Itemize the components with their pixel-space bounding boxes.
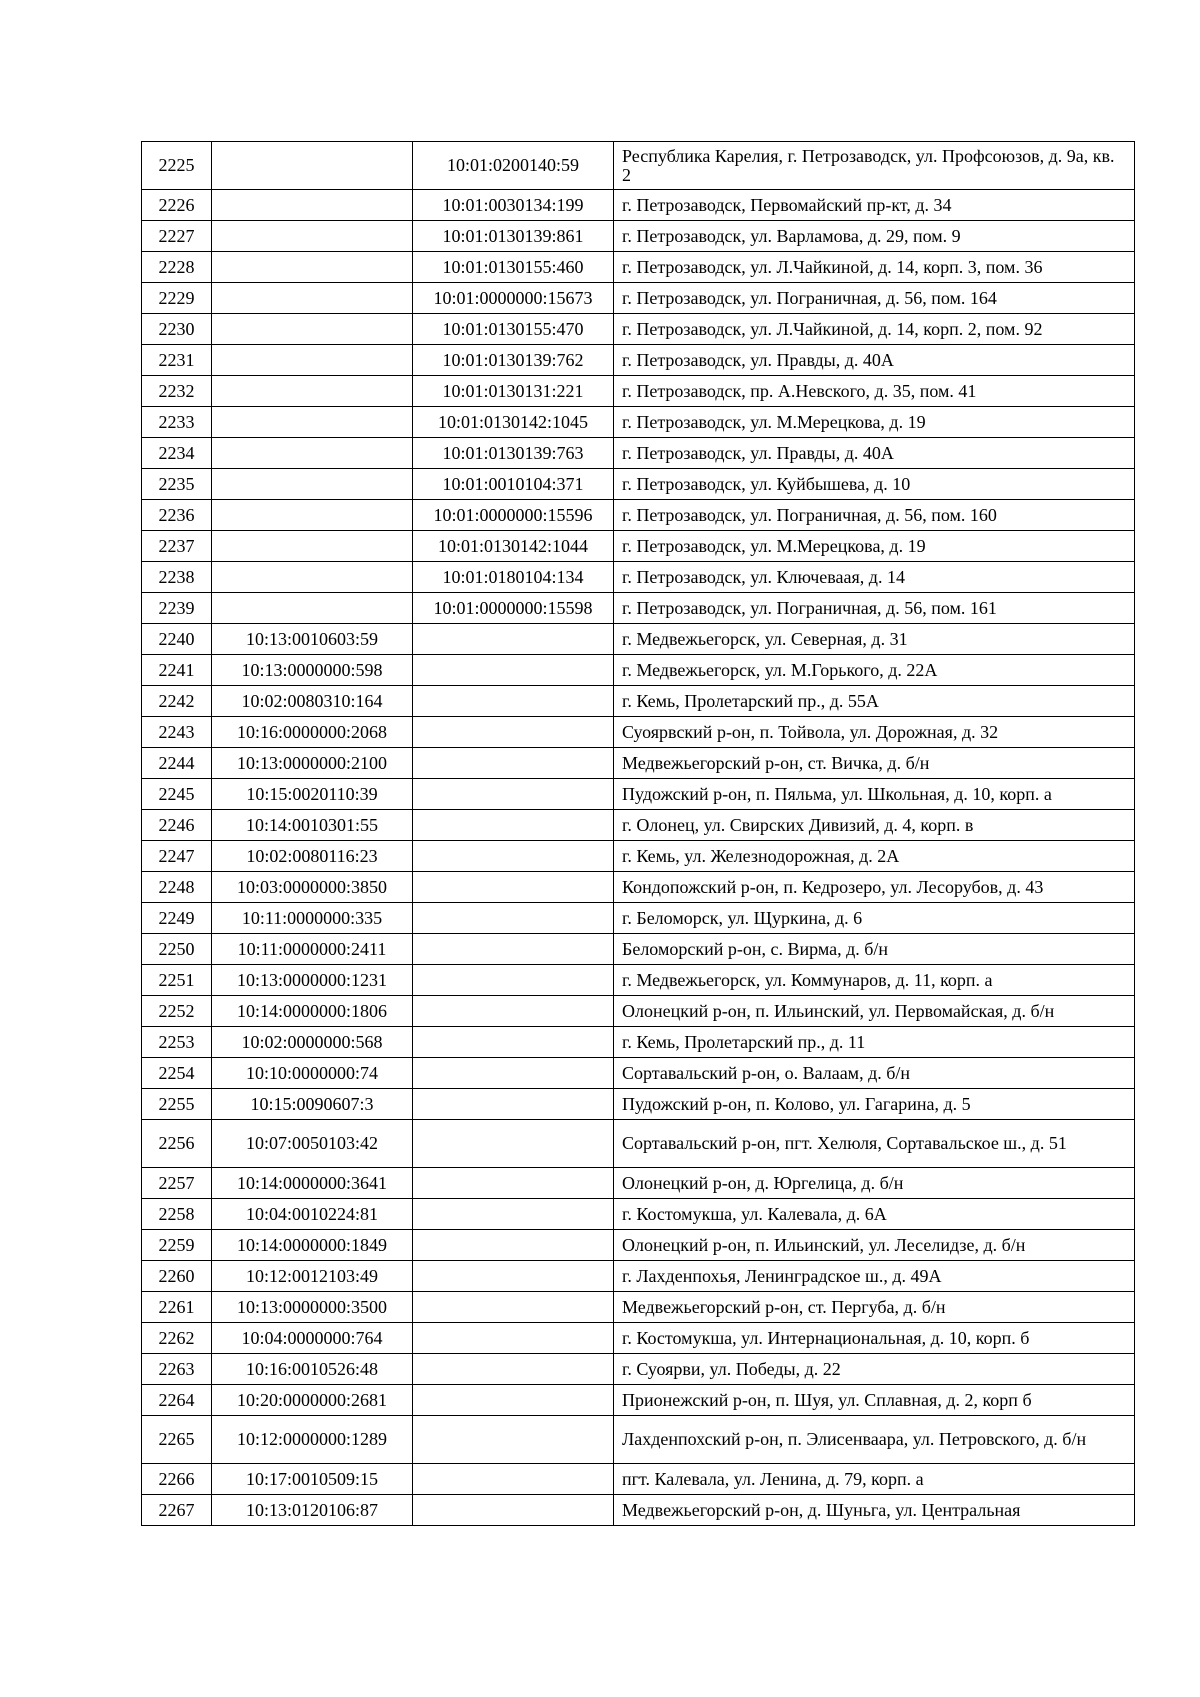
table-row — [142, 314, 1135, 345]
row-number-cell: 2255 — [142, 1089, 212, 1120]
table-row — [142, 500, 1135, 531]
address-cell: г. Петрозаводск, ул. М.Мерецкова, д. 19 — [614, 407, 1135, 438]
table-row — [142, 345, 1135, 376]
cadastral-number-cell: 10:14:0000000:1806 — [212, 996, 413, 1027]
cadastral-number-cell: 10:15:0020110:39 — [212, 779, 413, 810]
address-cell: г. Петрозаводск, Первомайский пр-кт, д. 34 — [614, 190, 1135, 221]
table-row — [142, 1261, 1135, 1292]
table-row — [142, 1199, 1135, 1230]
cadastral-number-cell — [212, 314, 413, 345]
address-cell: Олонецкий р-он, п. Ильинский, ул. Первомайская, д. б/н — [614, 996, 1135, 1027]
cadastral-number-alt-cell — [413, 1323, 614, 1354]
cadastral-number-alt-cell: 10:01:0130155:460 — [413, 252, 614, 283]
cadastral-number-alt-cell — [413, 841, 614, 872]
cadastral-number-alt-cell: 10:01:0130142:1045 — [413, 407, 614, 438]
address-cell: г. Кемь, Пролетарский пр., д. 55А — [614, 686, 1135, 717]
address-cell: г. Медвежьегорск, ул. М.Горького, д. 22А — [614, 655, 1135, 686]
table-row — [142, 142, 1135, 190]
address-cell: Пудожский р-он, п. Колово, ул. Гагарина, д. 5 — [614, 1089, 1135, 1120]
address-cell: Кондопожский р-он, п. Кедрозеро, ул. Лесорубов, д. 43 — [614, 872, 1135, 903]
address-cell: г. Петрозаводск, ул. Куйбышева, д. 10 — [614, 469, 1135, 500]
address-cell: Сортавальский р-он, о. Валаам, д. б/н — [614, 1058, 1135, 1089]
address-cell: г. Беломорск, ул. Щуркина, д. 6 — [614, 903, 1135, 934]
cadastral-number-cell: 10:11:0000000:2411 — [212, 934, 413, 965]
cadastral-number-alt-cell — [413, 1354, 614, 1385]
table-row — [142, 686, 1135, 717]
row-number-cell: 2264 — [142, 1385, 212, 1416]
table-row — [142, 283, 1135, 314]
table-row — [142, 748, 1135, 779]
cadastral-number-cell — [212, 531, 413, 562]
row-number-cell: 2226 — [142, 190, 212, 221]
address-cell: Медвежьегорский р-он, д. Шуньга, ул. Центральная — [614, 1495, 1135, 1526]
cadastral-number-cell: 10:11:0000000:335 — [212, 903, 413, 934]
cadastral-number-cell — [212, 221, 413, 252]
row-number-cell: 2257 — [142, 1168, 212, 1199]
row-number-cell: 2254 — [142, 1058, 212, 1089]
cadastral-number-alt-cell — [413, 1120, 614, 1168]
cadastral-number-cell: 10:10:0000000:74 — [212, 1058, 413, 1089]
row-number-cell: 2244 — [142, 748, 212, 779]
row-number-cell: 2256 — [142, 1120, 212, 1168]
row-number-cell: 2265 — [142, 1416, 212, 1464]
cadastral-number-alt-cell: 10:01:0010104:371 — [413, 469, 614, 500]
table-row — [142, 407, 1135, 438]
cadastral-number-cell — [212, 562, 413, 593]
cadastral-number-cell — [212, 438, 413, 469]
row-number-cell: 2243 — [142, 717, 212, 748]
cadastral-number-alt-cell — [413, 996, 614, 1027]
address-cell: Республика Карелия, г. Петрозаводск, ул. Профсоюзов, д. 9а, кв. 2 — [614, 142, 1135, 190]
cadastral-number-alt-cell: 10:01:0200140:59 — [413, 142, 614, 190]
address-cell: г. Петрозаводск, пр. А.Невского, д. 35, пом. 41 — [614, 376, 1135, 407]
cadastral-number-cell: 10:03:0000000:3850 — [212, 872, 413, 903]
cadastral-number-cell — [212, 190, 413, 221]
table-row — [142, 624, 1135, 655]
table-row — [142, 965, 1135, 996]
table-row — [142, 1120, 1135, 1168]
table-row — [142, 872, 1135, 903]
table-row — [142, 1027, 1135, 1058]
table-row — [142, 531, 1135, 562]
row-number-cell: 2229 — [142, 283, 212, 314]
address-cell: г. Кемь, Пролетарский пр., д. 11 — [614, 1027, 1135, 1058]
table-row — [142, 1323, 1135, 1354]
address-cell: г. Олонец, ул. Свирских Дивизий, д. 4, корп. в — [614, 810, 1135, 841]
cadastral-number-alt-cell — [413, 1385, 614, 1416]
address-cell: Сортавальский р-он, пгт. Хелюля, Сортавальское ш., д. 51 — [614, 1120, 1135, 1168]
cadastral-number-alt-cell — [413, 934, 614, 965]
cadastral-number-alt-cell — [413, 686, 614, 717]
row-number-cell: 2267 — [142, 1495, 212, 1526]
cadastral-number-cell: 10:04:0000000:764 — [212, 1323, 413, 1354]
address-cell: г. Медвежьегорск, ул. Северная, д. 31 — [614, 624, 1135, 655]
row-number-cell: 2241 — [142, 655, 212, 686]
cadastral-number-alt-cell: 10:01:0180104:134 — [413, 562, 614, 593]
row-number-cell: 2249 — [142, 903, 212, 934]
cadastral-number-alt-cell — [413, 748, 614, 779]
cadastral-number-cell: 10:16:0000000:2068 — [212, 717, 413, 748]
cadastral-number-cell — [212, 142, 413, 190]
table-row — [142, 376, 1135, 407]
row-number-cell: 2239 — [142, 593, 212, 624]
row-number-cell: 2258 — [142, 1199, 212, 1230]
table-row — [142, 1292, 1135, 1323]
row-number-cell: 2246 — [142, 810, 212, 841]
table-row — [142, 1230, 1135, 1261]
address-cell: Медвежьегорский р-он, ст. Пергуба, д. б/н — [614, 1292, 1135, 1323]
row-number-cell: 2250 — [142, 934, 212, 965]
address-cell: г. Петрозаводск, ул. Варламова, д. 29, пом. 9 — [614, 221, 1135, 252]
cadastral-number-cell: 10:04:0010224:81 — [212, 1199, 413, 1230]
cadastral-number-cell: 10:13:0010603:59 — [212, 624, 413, 655]
address-cell: г. Петрозаводск, ул. Пограничная, д. 56, пом. 164 — [614, 283, 1135, 314]
address-cell: Медвежьегорский р-он, ст. Вичка, д. б/н — [614, 748, 1135, 779]
cadastral-number-alt-cell — [413, 1464, 614, 1495]
table-row — [142, 1495, 1135, 1526]
cadastral-number-alt-cell — [413, 1230, 614, 1261]
cadastral-number-cell — [212, 283, 413, 314]
cadastral-number-alt-cell — [413, 1089, 614, 1120]
address-cell: г. Петрозаводск, ул. Правды, д. 40А — [614, 438, 1135, 469]
address-cell: г. Костомукша, ул. Интернациональная, д. 10, корп. б — [614, 1323, 1135, 1354]
row-number-cell: 2247 — [142, 841, 212, 872]
cadastral-number-cell — [212, 407, 413, 438]
address-cell: Лахденпохский р-он, п. Элисенваара, ул. Петровского, д. б/н — [614, 1416, 1135, 1464]
table-row — [142, 779, 1135, 810]
address-cell: г. Петрозаводск, ул. Л.Чайкиной, д. 14, корп. 3, пом. 36 — [614, 252, 1135, 283]
cadastral-number-cell — [212, 593, 413, 624]
address-cell: г. Кемь, ул. Железнодорожная, д. 2А — [614, 841, 1135, 872]
address-cell: Пудожский р-он, п. Пяльма, ул. Школьная, д. 10, корп. а — [614, 779, 1135, 810]
table-row — [142, 1354, 1135, 1385]
table-row — [142, 1058, 1135, 1089]
cadastral-number-alt-cell: 10:01:0000000:15673 — [413, 283, 614, 314]
address-cell: г. Лахденпохья, Ленинградское ш., д. 49А — [614, 1261, 1135, 1292]
row-number-cell: 2236 — [142, 500, 212, 531]
row-number-cell: 2248 — [142, 872, 212, 903]
cadastral-number-alt-cell: 10:01:0000000:15596 — [413, 500, 614, 531]
cadastral-number-cell: 10:14:0010301:55 — [212, 810, 413, 841]
table-row — [142, 562, 1135, 593]
cadastral-number-cell: 10:20:0000000:2681 — [212, 1385, 413, 1416]
cadastral-number-cell: 10:13:0000000:1231 — [212, 965, 413, 996]
table-row — [142, 1168, 1135, 1199]
row-number-cell: 2231 — [142, 345, 212, 376]
cadastral-number-cell: 10:07:0050103:42 — [212, 1120, 413, 1168]
address-cell: Прионежский р-он, п. Шуя, ул. Сплавная, д. 2, корп б — [614, 1385, 1135, 1416]
row-number-cell: 2262 — [142, 1323, 212, 1354]
cadastral-number-alt-cell — [413, 1027, 614, 1058]
cadastral-number-cell: 10:13:0000000:2100 — [212, 748, 413, 779]
table-row — [142, 903, 1135, 934]
row-number-cell: 2235 — [142, 469, 212, 500]
row-number-cell: 2251 — [142, 965, 212, 996]
address-cell: Суоярвский р-он, п. Тойвола, ул. Дорожная, д. 32 — [614, 717, 1135, 748]
cadastral-number-cell: 10:15:0090607:3 — [212, 1089, 413, 1120]
cadastral-number-cell — [212, 376, 413, 407]
cadastral-number-alt-cell — [413, 1168, 614, 1199]
row-number-cell: 2232 — [142, 376, 212, 407]
cadastral-number-cell — [212, 469, 413, 500]
cadastral-number-alt-cell: 10:01:0130155:470 — [413, 314, 614, 345]
cadastral-number-alt-cell — [413, 655, 614, 686]
cadastral-number-alt-cell — [413, 1416, 614, 1464]
address-cell: г. Петрозаводск, ул. Правды, д. 40А — [614, 345, 1135, 376]
row-number-cell: 2230 — [142, 314, 212, 345]
cadastral-number-cell: 10:02:0000000:568 — [212, 1027, 413, 1058]
table-row — [142, 810, 1135, 841]
property-table-body — [142, 142, 1135, 1526]
address-cell: Олонецкий р-он, д. Юргелица, д. б/н — [614, 1168, 1135, 1199]
row-number-cell: 2263 — [142, 1354, 212, 1385]
table-row — [142, 841, 1135, 872]
row-number-cell: 2245 — [142, 779, 212, 810]
cadastral-number-cell: 10:14:0000000:3641 — [212, 1168, 413, 1199]
table-row — [142, 655, 1135, 686]
cadastral-number-cell: 10:12:0012103:49 — [212, 1261, 413, 1292]
row-number-cell: 2225 — [142, 142, 212, 190]
table-row — [142, 996, 1135, 1027]
row-number-cell: 2259 — [142, 1230, 212, 1261]
row-number-cell: 2238 — [142, 562, 212, 593]
table-row — [142, 593, 1135, 624]
property-table — [141, 141, 1135, 1526]
cadastral-number-alt-cell — [413, 810, 614, 841]
cadastral-number-alt-cell: 10:01:0130142:1044 — [413, 531, 614, 562]
table-row — [142, 190, 1135, 221]
address-cell: г. Петрозаводск, ул. Л.Чайкиной, д. 14, корп. 2, пом. 92 — [614, 314, 1135, 345]
table-row — [142, 438, 1135, 469]
cadastral-number-alt-cell — [413, 903, 614, 934]
cadastral-number-alt-cell: 10:01:0130139:861 — [413, 221, 614, 252]
table-row — [142, 1416, 1135, 1464]
cadastral-number-alt-cell: 10:01:0130131:221 — [413, 376, 614, 407]
cadastral-number-cell: 10:12:0000000:1289 — [212, 1416, 413, 1464]
cadastral-number-alt-cell — [413, 872, 614, 903]
table-row — [142, 934, 1135, 965]
table-row — [142, 1464, 1135, 1495]
row-number-cell: 2261 — [142, 1292, 212, 1323]
cadastral-number-alt-cell — [413, 1292, 614, 1323]
address-cell: г. Костомукша, ул. Калевала, д. 6А — [614, 1199, 1135, 1230]
row-number-cell: 2260 — [142, 1261, 212, 1292]
address-cell: г. Петрозаводск, ул. Пограничная, д. 56, пом. 161 — [614, 593, 1135, 624]
table-row — [142, 1089, 1135, 1120]
table-row — [142, 221, 1135, 252]
cadastral-number-alt-cell — [413, 1199, 614, 1230]
cadastral-number-alt-cell: 10:01:0000000:15598 — [413, 593, 614, 624]
cadastral-number-alt-cell — [413, 717, 614, 748]
cadastral-number-alt-cell — [413, 965, 614, 996]
row-number-cell: 2237 — [142, 531, 212, 562]
cadastral-number-alt-cell — [413, 624, 614, 655]
row-number-cell: 2228 — [142, 252, 212, 283]
cadastral-number-alt-cell: 10:01:0130139:763 — [413, 438, 614, 469]
address-cell: Олонецкий р-он, п. Ильинский, ул. Леселидзе, д. б/н — [614, 1230, 1135, 1261]
cadastral-number-cell: 10:16:0010526:48 — [212, 1354, 413, 1385]
cadastral-number-cell — [212, 500, 413, 531]
table-row — [142, 469, 1135, 500]
cadastral-number-cell: 10:14:0000000:1849 — [212, 1230, 413, 1261]
cadastral-number-cell: 10:13:0000000:598 — [212, 655, 413, 686]
cadastral-number-alt-cell: 10:01:0130139:762 — [413, 345, 614, 376]
address-cell: г. Суоярви, ул. Победы, д. 22 — [614, 1354, 1135, 1385]
row-number-cell: 2233 — [142, 407, 212, 438]
row-number-cell: 2252 — [142, 996, 212, 1027]
row-number-cell: 2242 — [142, 686, 212, 717]
cadastral-number-cell: 10:17:0010509:15 — [212, 1464, 413, 1495]
row-number-cell: 2253 — [142, 1027, 212, 1058]
cadastral-number-cell: 10:02:0080310:164 — [212, 686, 413, 717]
address-cell: г. Медвежьегорск, ул. Коммунаров, д. 11, корп. а — [614, 965, 1135, 996]
address-cell: г. Петрозаводск, ул. Пограничная, д. 56, пом. 160 — [614, 500, 1135, 531]
row-number-cell: 2234 — [142, 438, 212, 469]
table-row — [142, 252, 1135, 283]
table-row — [142, 1385, 1135, 1416]
cadastral-number-alt-cell — [413, 1261, 614, 1292]
address-cell: г. Петрозаводск, ул. М.Мерецкова, д. 19 — [614, 531, 1135, 562]
address-cell: г. Петрозаводск, ул. Ключеваая, д. 14 — [614, 562, 1135, 593]
cadastral-number-alt-cell — [413, 779, 614, 810]
cadastral-number-cell — [212, 345, 413, 376]
cadastral-number-alt-cell — [413, 1058, 614, 1089]
cadastral-number-cell — [212, 252, 413, 283]
cadastral-number-cell: 10:02:0080116:23 — [212, 841, 413, 872]
address-cell: пгт. Калевала, ул. Ленина, д. 79, корп. а — [614, 1464, 1135, 1495]
address-cell: Беломорский р-он, с. Вирма, д. б/н — [614, 934, 1135, 965]
row-number-cell: 2240 — [142, 624, 212, 655]
cadastral-number-alt-cell: 10:01:0030134:199 — [413, 190, 614, 221]
row-number-cell: 2266 — [142, 1464, 212, 1495]
cadastral-number-cell: 10:13:0000000:3500 — [212, 1292, 413, 1323]
row-number-cell: 2227 — [142, 221, 212, 252]
cadastral-number-cell: 10:13:0120106:87 — [212, 1495, 413, 1526]
table-row — [142, 717, 1135, 748]
cadastral-number-alt-cell — [413, 1495, 614, 1526]
